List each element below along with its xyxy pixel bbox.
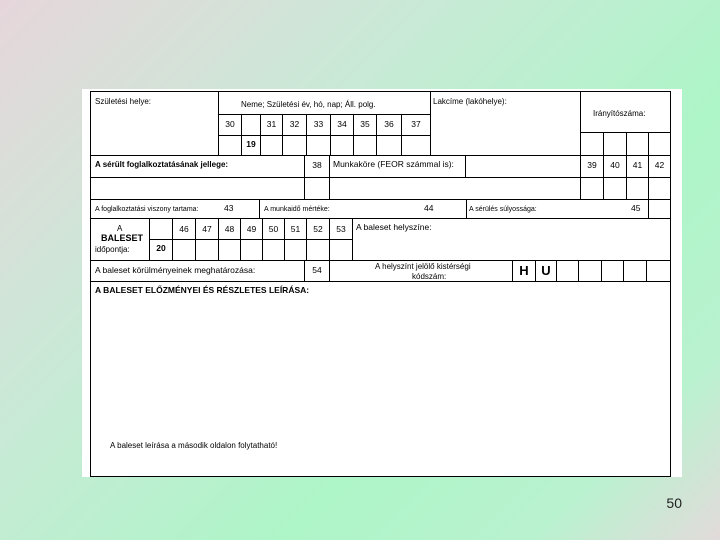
code-h: H [519,263,529,278]
gender-birth-label: Neme; Születési év, hó, nap; Áll. polg. [241,100,376,109]
code-41: 41 [632,160,643,170]
form-grid-lines [82,89,682,477]
code-40: 40 [610,160,620,170]
code-43: 43 [224,203,234,213]
code-53: 53 [336,224,346,234]
code-42: 42 [654,160,665,170]
area-code-label-line1: A helyszínt jelölő kistérségi [375,262,471,271]
area-code-label-line2: kódszám: [412,272,447,281]
code-54: 54 [312,265,322,275]
code-38: 38 [312,160,322,170]
code-37: 37 [411,119,421,129]
code-20: 20 [156,243,166,253]
code-52: 52 [313,224,323,234]
code-u: U [541,263,551,278]
accident-word-label: BALESET [101,233,144,243]
circumstances-label: A baleset körülményeinek meghatározása: [95,265,256,275]
accident-a-label: A [117,224,123,233]
severity-label: A sérülés súlyossága: [469,206,537,213]
birthplace-label: Születési helye: [95,97,152,106]
address-label: Lakcíme (lakóhelye): [433,97,507,106]
code-31: 31 [266,119,277,129]
code-34: 34 [337,119,347,129]
code-49: 49 [246,224,257,234]
accident-report-form [82,89,682,477]
code-45: 45 [631,203,641,213]
code-47: 47 [202,224,212,234]
code-48: 48 [224,224,235,234]
code-50: 50 [268,224,279,234]
accident-time-label: időpontja: [95,245,130,254]
employment-duration-label: A foglalkoztatási viszony tartama: [95,206,199,213]
description-label: A BALESET ELŐZMÉNYEI ÉS RÉSZLETES LEÍRÁSA: [95,285,310,295]
code-51: 51 [290,224,301,234]
code-19: 19 [246,139,256,149]
code-44: 44 [424,203,434,213]
code-35: 35 [360,119,370,129]
occupation-label: Munkaköre (FEOR számmal is): [333,159,454,169]
accident-location-label: A baleset helyszíne: [356,222,432,232]
code-32: 32 [289,119,300,129]
code-33: 33 [313,119,324,129]
page-number: 50 [666,495,682,511]
employment-nature-label: A sérült foglalkoztatásának jellege: [95,160,229,169]
code-46: 46 [179,224,189,234]
workload-label: A munkaidő mértéke: [264,206,330,213]
code-36: 36 [384,119,394,129]
postcode-label: Irányítószáma: [593,109,646,118]
code-30: 30 [225,119,235,129]
code-39: 39 [587,160,597,170]
continued-note: A baleset leírása a második oldalon folytatható! [110,441,278,450]
